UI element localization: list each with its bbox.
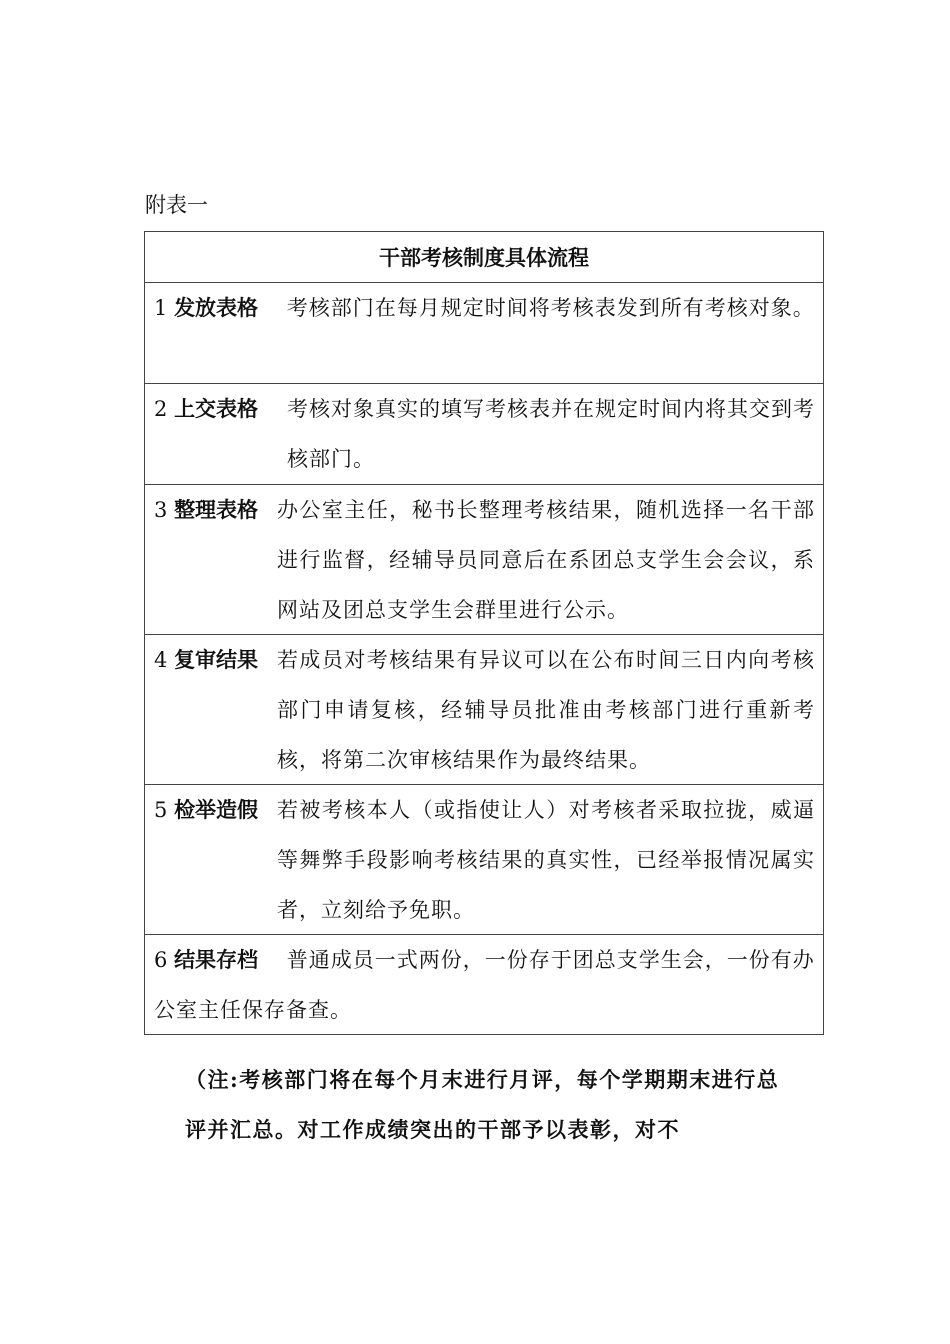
step-3: [154, 485, 815, 635]
step-number: 4: [154, 648, 168, 672]
table-row: [145, 935, 823, 1034]
table-row: [145, 283, 823, 384]
step-number: 2: [154, 397, 168, 421]
step-head: [154, 785, 277, 935]
table-row: [145, 785, 823, 935]
step-label: 检举造假: [174, 797, 259, 822]
step-2: [154, 384, 815, 484]
step-number: 6: [154, 948, 168, 972]
step-text: 普通成员一式两份，一份存于团总支学生会，一份有办公室主任保存备查。: [154, 948, 815, 1022]
table-row: [145, 635, 823, 785]
process-table: [144, 231, 824, 1035]
step-label: 上交表格: [174, 396, 259, 421]
step-label: 整理表格: [174, 497, 259, 522]
step-text: 办公室主任，秘书长整理考核结果，随机选择一名干部进行监督，经辅导员同意后在系团总支学生会会议，系网站及团总支学生会群里进行公示。: [277, 498, 815, 622]
step-text: 若成员对考核结果有异议可以在公布时间三日内向考核部门申请复核，经辅导员批准由考核部门进行重新考核，将第二次审核结果作为最终结果。: [277, 648, 815, 772]
step-label: 结果存档: [174, 947, 259, 972]
step-head: [154, 635, 277, 785]
step-text: 若被考核本人（或指使让人）对考核者采取拉拢，威逼等舞弊手段影响考核结果的真实性，已经举报情况属实者，立刻给予免职。: [277, 798, 815, 922]
step-label: 复审结果: [174, 647, 259, 672]
step-head: [154, 384, 277, 484]
appendix-caption: 附表一: [145, 193, 208, 217]
step-number: 5: [154, 798, 168, 822]
table-title: 干部考核制度具体流程: [145, 232, 823, 283]
step-4: [154, 635, 815, 785]
footnote: （注:考核部门将在每个月末进行月评，每个学期期末进行总评并汇总。对工作成绩突出的干部予以表彰，对不: [185, 1067, 780, 1142]
step-text: 考核对象真实的填写考核表并在规定时间内将其交到考核部门。: [287, 397, 815, 471]
step-1: [154, 283, 815, 333]
step-head: [154, 485, 277, 635]
table-row: [145, 384, 823, 485]
step-label: 发放表格: [174, 295, 259, 320]
step-6: [154, 935, 815, 1035]
table-row: [145, 485, 823, 635]
step-number: 1: [154, 296, 168, 320]
step-5: [154, 785, 815, 935]
step-number: 3: [154, 498, 168, 522]
step-text: 考核部门在每月规定时间将考核表发到所有考核对象。: [286, 296, 815, 320]
